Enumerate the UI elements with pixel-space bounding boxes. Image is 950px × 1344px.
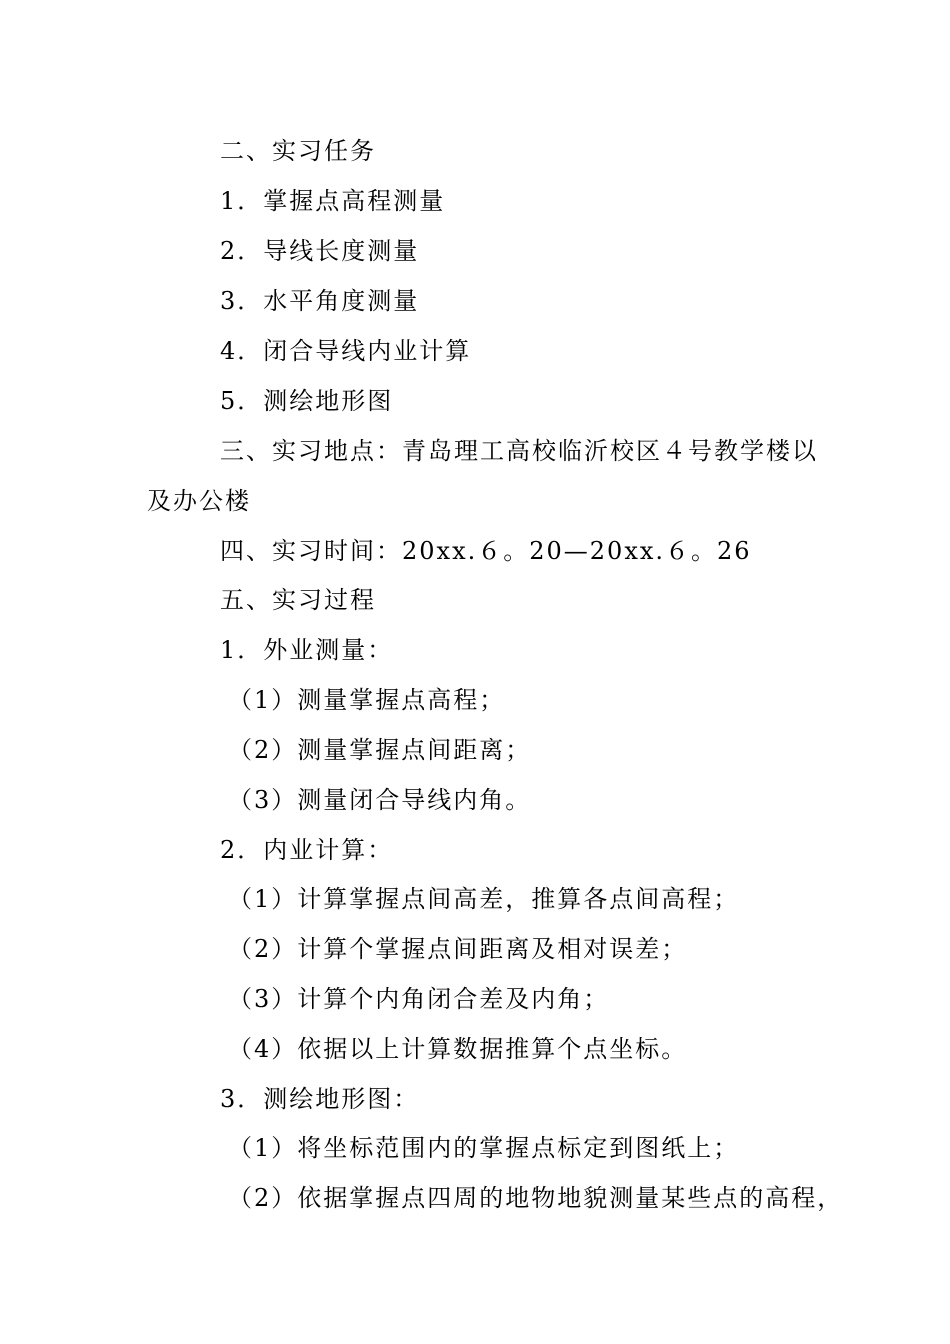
process-item-1: 1．外业测量：: [220, 636, 394, 664]
section-heading-process: 五、实习过程: [220, 586, 376, 614]
process-subitem: （1）测量掌握点高程；: [228, 686, 506, 714]
process-subitem: （3）计算个内角闭合差及内角；: [228, 985, 610, 1013]
process-item-2: 2．内业计算：: [220, 836, 394, 864]
section-heading-time: 四、实习时间：20xx.６。20—20xx.６。26: [220, 537, 752, 565]
task-item-2: 2．导线长度测量: [220, 237, 420, 265]
process-item-3: 3．测绘地形图：: [220, 1085, 420, 1113]
process-subitem: （3）测量闭合导线内角。: [228, 786, 532, 814]
process-subitem: （4）依据以上计算数据推算个点坐标。: [228, 1035, 688, 1063]
task-item-4: 4．闭合导线内业计算: [220, 337, 472, 365]
task-item-3: 3．水平角度测量: [220, 287, 420, 315]
process-subitem: （1）计算掌握点间高差，推算各点间高程；: [228, 885, 740, 913]
process-subitem: （1）将坐标范围内的掌握点标定到图纸上；: [228, 1134, 740, 1162]
task-item-5: 5．测绘地形图: [220, 387, 394, 415]
process-subitem: （2）计算个掌握点间距离及相对误差；: [228, 935, 688, 963]
task-item-1: 1．掌握点高程测量: [220, 187, 446, 215]
section-heading-location: 三、实习地点：青岛理工高校临沂校区４号教学楼以: [220, 437, 818, 465]
process-subitem: （2）依据掌握点四周的地物地貌测量某些点的高程，: [228, 1184, 844, 1212]
process-subitem: （2）测量掌握点间距离；: [228, 736, 532, 764]
location-continuation: 及办公楼: [147, 487, 251, 515]
section-heading-tasks: 二、实习任务: [220, 137, 376, 165]
